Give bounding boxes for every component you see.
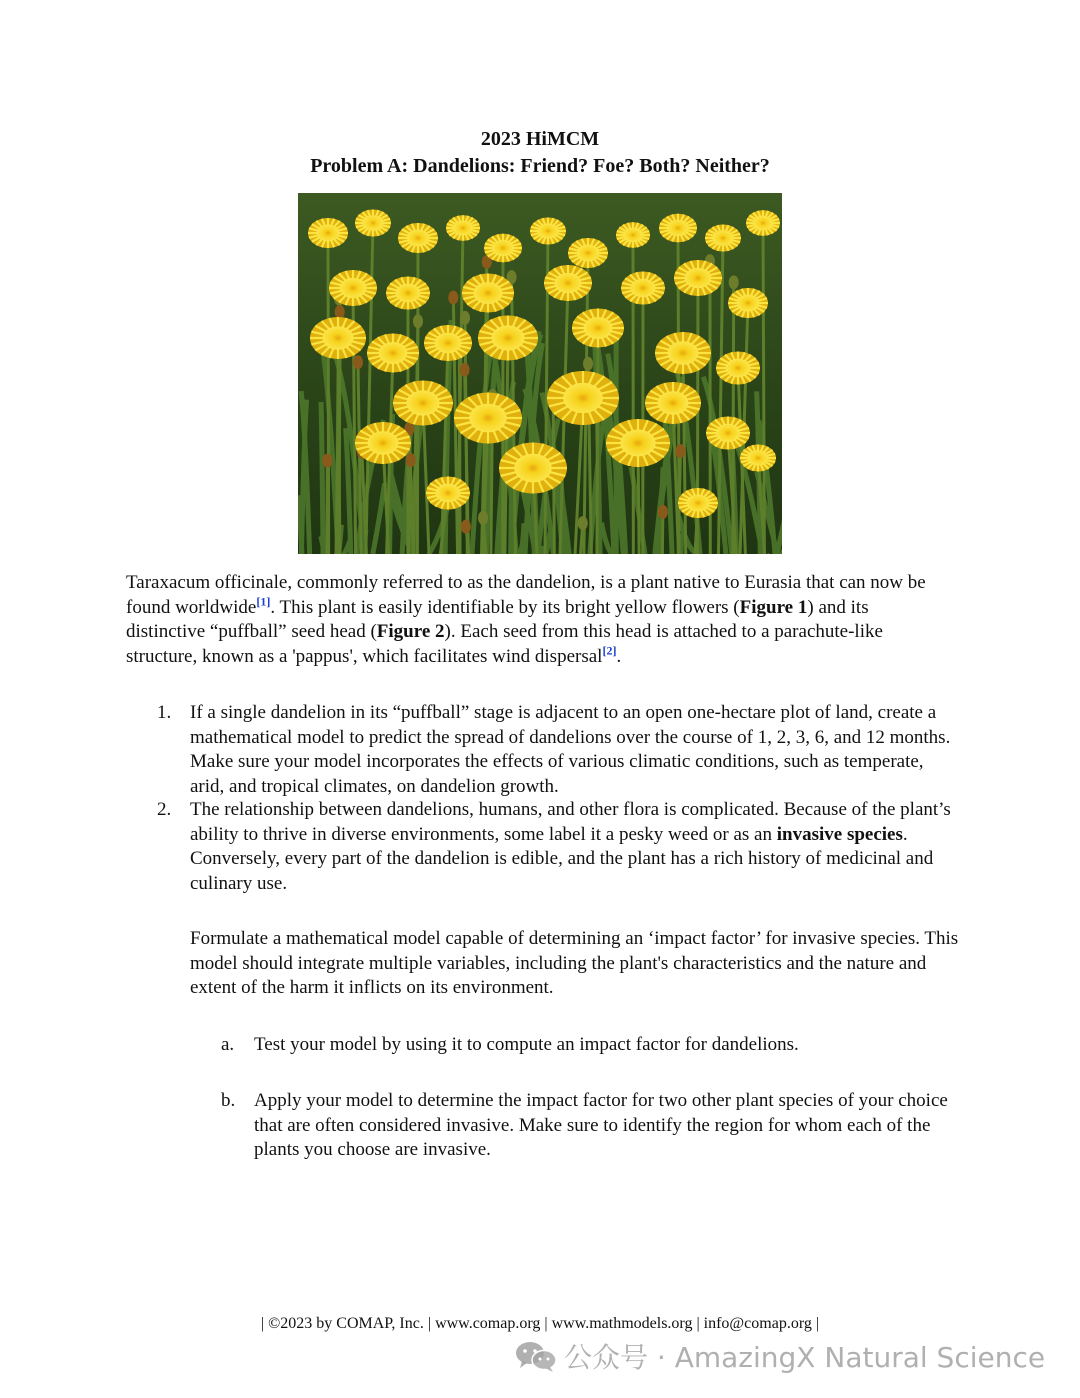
- dandelion-flower: [645, 382, 701, 424]
- dandelion-flower: [706, 417, 750, 450]
- dandelion-photo: [298, 193, 782, 554]
- flower-bud: [675, 444, 685, 458]
- dandelion-flower: [572, 309, 624, 348]
- dandelion-flower: [674, 260, 722, 296]
- dandelion-flower: [484, 234, 522, 263]
- list-number-1: 1.: [157, 702, 172, 723]
- leaf: [321, 402, 323, 554]
- dandelion-flower: [606, 419, 670, 467]
- flower-bud: [578, 516, 588, 530]
- flower-bud: [448, 291, 458, 305]
- watermark: [514, 1336, 1045, 1376]
- dandelion-flower: [655, 332, 711, 374]
- flower-bud: [583, 357, 593, 371]
- dandelion-flower: [728, 288, 768, 318]
- dandelion-flower: [367, 334, 419, 373]
- dandelion-flower: [478, 316, 538, 361]
- leaf: [299, 495, 302, 554]
- dandelion-flower: [705, 225, 741, 252]
- reference-link-2[interactable]: [2]: [602, 643, 617, 658]
- dandelion-flower: [568, 238, 608, 268]
- figure-1-label: Figure 1: [739, 596, 808, 618]
- flower-stem: [763, 223, 764, 554]
- flower-stem: [328, 233, 329, 554]
- impact-factor-paragraph: Formulate a mathematical model capable of determining an ‘impact factor’ for invasive species. This model should integrate multiple variables, including the plant's characteristics and the nature and extent of the harm it inflicts on its environment.: [190, 928, 959, 998]
- intro-text-2: . This plant is easily identifiable by its bright yellow flowers (: [270, 596, 740, 618]
- subitem-a-text: Test your model by using it to compute an impact factor for dandelions.: [254, 1034, 799, 1055]
- dandelion-flower: [678, 488, 718, 518]
- dandelion-flower: [355, 422, 411, 464]
- page-footer: | ©2023 by COMAP, Inc. | www.comap.org | www.mathmodels.org | info@comap.org |: [260, 1315, 820, 1332]
- dandelion-flower: [329, 270, 377, 306]
- flower-bud: [460, 311, 470, 325]
- flower-bud: [461, 520, 471, 534]
- flower-bud: [478, 511, 488, 525]
- subitem-letter-b: b.: [221, 1090, 236, 1111]
- document-title: 2023 HiMCM: [480, 128, 600, 150]
- dandelion-flower: [308, 218, 348, 248]
- flower-bud: [413, 314, 423, 328]
- dandelion-flower: [393, 381, 453, 426]
- intro-text-3: ) and its distinctive “puffball” seed head (: [126, 596, 869, 642]
- intro-text-5: .: [616, 645, 622, 667]
- dandelion-flower: [355, 210, 391, 237]
- dandelion-flower: [716, 352, 760, 385]
- flower-bud: [658, 505, 668, 519]
- dandelion-flower: [310, 317, 366, 359]
- flower-stem: [338, 338, 340, 554]
- dandelion-flower: [424, 325, 472, 361]
- list-number-2: 2.: [157, 799, 172, 820]
- dandelion-flower: [616, 222, 650, 248]
- flower-bud: [322, 454, 332, 468]
- dandelion-flower: [544, 265, 592, 301]
- question-1-text: If a single dandelion in its “puffball” stage is adjacent to an open one-hectare plot of land, create a mathematical model to predict the spread of dandelions over the course of 1, 2, 3, 6, and 12 months. Make sure your model incorporates the effects of various climatic conditions, such as temperate, arid, and tropical climates, on dandelion growth.: [190, 702, 951, 797]
- intro-paragraph: [126, 571, 936, 669]
- dandelion-flower: [740, 445, 776, 472]
- flower-bud: [729, 275, 739, 289]
- dandelion-flower: [746, 210, 780, 236]
- subitem-b-text: Apply your model to determine the impact factor for two other plant species of your choice that are often considered invasive. Make sure to identify the region for whom each of the plants you choose are invasive.: [254, 1090, 948, 1160]
- figure-2-label: Figure 2: [376, 621, 445, 642]
- dandelion-flower: [499, 443, 567, 494]
- dandelion-flower: [547, 371, 619, 425]
- watermark-text: 公众号 · AmazingX Natural Science: [564, 1341, 1046, 1374]
- intro-text-1: Taraxacum officinale, commonly referred to as the dandelion, is a plant native to Eurasia that can now be found worldwide: [126, 572, 926, 618]
- dandelion-flower: [530, 218, 566, 245]
- flower-bud: [460, 363, 470, 377]
- problem-title: Problem A: Dandelions: Friend? Foe? Both? Neither?: [310, 155, 770, 177]
- dandelion-flower: [659, 214, 697, 243]
- dandelion-flower: [386, 277, 430, 310]
- wechat-icon: [514, 1339, 558, 1373]
- dandelion-flower: [446, 215, 480, 241]
- dandelion-flower: [454, 393, 522, 444]
- dandelion-flower: [426, 477, 470, 510]
- question-2-text-a: The relationship between dandelions, humans, and other flora is complicated. Because of the plant’s ability to thrive in diverse environments, some label it a pesky weed or as an: [190, 799, 951, 845]
- question-2-text-b: . Conversely, every part of the dandelion is edible, and the plant has a rich history of medicinal and culinary use.: [190, 823, 934, 894]
- reference-link-1[interactable]: [1]: [256, 594, 271, 609]
- invasive-species-term: invasive species: [776, 823, 903, 845]
- flower-stem: [597, 328, 598, 554]
- question-2-text: [190, 798, 960, 896]
- dandelion-flower: [462, 274, 514, 313]
- subitem-letter-a: a.: [221, 1034, 235, 1055]
- intro-text-4: ). Each seed from this head is attached to a parachute-like structure, known as a 'pappus', which facilitates wind dispersal: [126, 621, 883, 667]
- flower-bud: [353, 355, 363, 369]
- flower-bud: [335, 305, 345, 319]
- dandelion-flower: [621, 272, 665, 305]
- flower-bud: [406, 453, 416, 467]
- dandelion-flower: [398, 223, 438, 253]
